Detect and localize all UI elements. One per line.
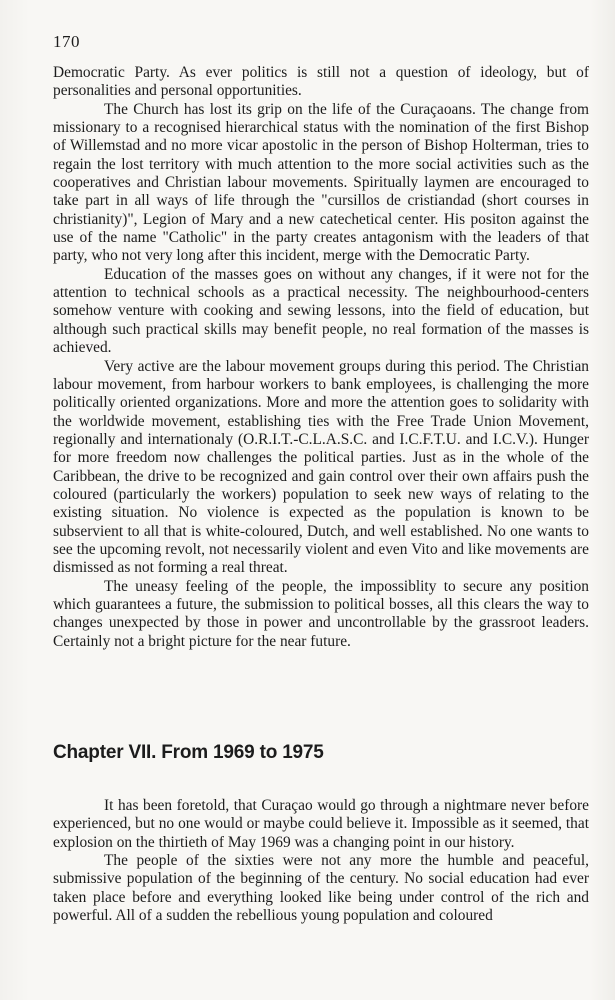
- chapter-body-text: [53, 797, 589, 925]
- paragraph-uneasy-feeling: The uneasy feeling of the people, the impossiblity to secure any position which guarantees a future, the submission to political bosses, all this clears the way to changes unexpected by those in power and uncontrollable by the grassroot leaders. Certainly not a bright picture for the near future.: [53, 577, 589, 650]
- paragraph-labour-movement: Very active are the labour movement groups during this period. The Christian labour movement, from harbour workers to bank employees, is challenging the more politically oriented organizations. More and more the attention goes to solidarity with the worldwide movement, establishing ties with the Free Trade Union Movement, regionally and internationaly (O.R.I.T.-C.L.A.S.C. and I.C.F.T.U. and I.C.V.). Hunger for more freedom now challenges the political parties. Just as in the whole of the Caribbean, the drive to be recognized and gain control over their own affairs push the coloured (particularly the workers) population to seek new ways of relating to the existing situation. No violence is expected as the population is known to be subservient to all that is white-coloured, Dutch, and well established. No one wants to see the upcoming revolt, not necessarily violent and even Vito and like movements are dismissed as not forming a real threat.: [53, 357, 589, 577]
- paragraph-sixties: The people of the sixties were not any more the humble and peaceful, submissive population of the beginning of the century. No social education had ever taken place before and everything looked like being under control of the rich and powerful. All of a sudden the rebellious young population and coloured: [53, 852, 589, 925]
- paragraph-education: Education of the masses goes on without any changes, if it were not for the attention to technical schools as a practical necessity. The neighbourhood-centers somehow venture with cooking and sewing lessons, into the field of education, but although such practical skills may benefit people, no real formation of the masses is achieved.: [53, 265, 589, 357]
- paragraph-church: The Church has lost its grip on the life of the Curaçaoans. The change from missionary to a recognised hierarchical status with the nomination of the first Bishop of Willemstad and no more vicar apostolic in the person of Bishop Holterman, tries to regain the lost territory with much attention to the more social activities such as the cooperatives and Christian labour movements. Spiritually laymen are encouraged to take part in all ways of life through the "cursillos de cristiandad (short courses in christianity)", Legion of Mary and a new catechetical center. His positon against the use of the name "Catholic" in the party creates antagonism with the leaders of that party, who not very long after this incident, merge with the Democratic Party.: [53, 100, 589, 265]
- chapter-heading: Chapter VII. From 1969 to 1975: [53, 742, 324, 763]
- paragraph-continuation: Democratic Party. As ever politics is still not a question of ideology, but of personalities and personal opportunities.: [53, 64, 589, 100]
- page-number: 170: [53, 32, 80, 51]
- paragraph-foretold: It has been foretold, that Curaçao would go through a nightmare never before experienced, but no one would or maybe could believe it. Impossible as it seemed, that explosion on the thirtieth of May 1969 was a changing point in our history.: [53, 797, 589, 851]
- section-body-text: [53, 64, 589, 651]
